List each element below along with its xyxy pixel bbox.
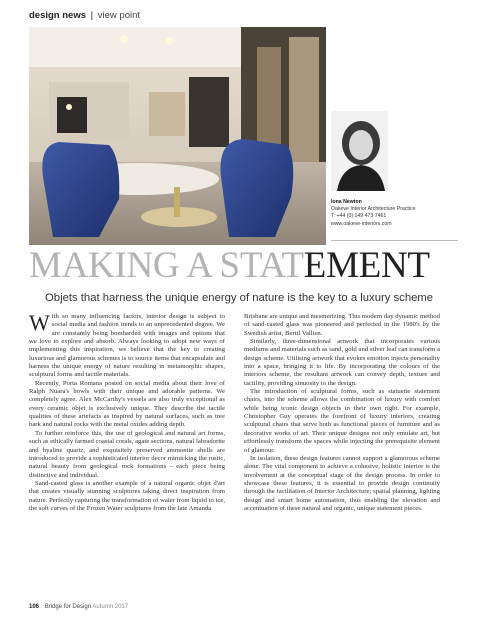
body-paragraph: In isolation, these design features cannot support a glamorous scheme alone. The vital component to achieve a cohesive, holistic interior is the involvement at the conceptual stage of the design process. In order to showcase these features, it is essential to provide design continuity through the facilitation of Interior Architecture; spatial planning, lighting design and smart home automation, thus enabling the elevation and accentuation of these natural and organic, unique statement pieces. [244,454,440,512]
author-company: Oakeve Interior Architecture Practice [331,206,416,213]
issue-label: Autumn 2017 [92,604,129,610]
body-paragraph: Similarly, three-dimensional artwork that incorporates various mediums and materials such as sand, gold and silver leaf can transform a design scheme. Utilising artwork that evokes emotion injects personality into a space, bringing it to life. By incorporating the colours of the interiors scheme, the resultant artwork can convey depth, texture and tactility, providing sinuosity to the design. [244,338,440,387]
contact-divider [331,240,458,241]
body-paragraph: Sand-casted glass is another example of a natural organic objet d'art that creates visually stunning sculptures taking direct inspiration from nature. Perfectly capturing the transformation of water from liquid to ice, the soft curves of the Frozen Water sculptures from the late Amanda [29,479,225,512]
article-headline [29,246,430,286]
section-label: design news [29,10,87,21]
body-paragraph: To further reinforce this, the use of geological and natural art forms, such as ethically farmed coastal corals, agate sections, natural labradorite and hyaline quartz, and exquisitely preserved ammonite shells are introduced to provide a sophisticated interior decor mimicking the rustic, natural beauty from geological rock formations - each piece being distinctive and individual. [29,429,225,479]
portrait-image [331,111,388,191]
author-website: www.oakeve-interiors.com [331,220,392,227]
living-room-image [29,27,326,245]
section-header [29,10,140,21]
body-paragraph: Brisbane are unique and mesmerizing. This modern day dynamic method of sand-casted glass was pioneered and perfected in the 1980's by the Swedish artist, Bertil Vallien. [244,313,440,337]
body-paragraph [29,310,225,380]
body-column-left [29,310,225,513]
author-contact [331,199,415,228]
page-footer [29,604,128,610]
headline-solid-text: EMENT [303,245,430,286]
section-separator: | [90,10,94,21]
headline-ghost-text: MAKING A STAT [29,245,304,286]
magazine-name: Bridge for Design [44,604,92,610]
dropcap: W [29,310,50,335]
body-column-right [244,313,440,513]
author-portrait [331,111,388,191]
subsection-label: view point [97,10,141,21]
interior-photo [29,27,326,245]
paragraph-text: ith so many influencing factors, interior design is subject to social media and fashion trends to an unprecedented degree. We are constantly being bombarded with images and options that we love to explore and absorb. Always looking to adopt new ways of implementing this inspiration, we believe that the key to creating luxurious and glamorous schemes is to source items that encapsulate and harness the unique energy of nature resulting in metamorphic shapes, sculptural forms and tactile materials. [29,313,225,379]
body-paragraph: The introduction of sculptural forms, such as statuette statement chairs, into the scheme allows the combination of luxury with comfort while being iconic design objects in their own right. For example, Christopher Guy operates the forefront of luxury interiors, creating sculptural chairs that serve both as functional pieces of furniture and as decorative works of art. Their unique designs not only emulate art, but effortlessly transform the spaces while injecting the prerequisite element of glamour. [244,388,440,454]
body-paragraph: Recently, Porta Romana posted on social media about their love of Ralph Nuara's bowls with their unique and adorable patterns. We completely agree. Alex McCarthy's vessels are also truly exceptional as every ceramic objet is exclusively unique. They describe the tactile qualities of these artefacts as inspired by natural surfaces, such as tree bark and natural rocks with the metal oxides adding depth. [29,379,225,429]
author-name: Iona Newton [331,199,362,205]
article-standfirst: Objets that harness the unique energy of nature is the key to a luxury scheme [45,292,434,304]
author-phone: T: +44 (0) 149 473 7461 [331,213,387,220]
page-number: 106 [29,604,40,610]
